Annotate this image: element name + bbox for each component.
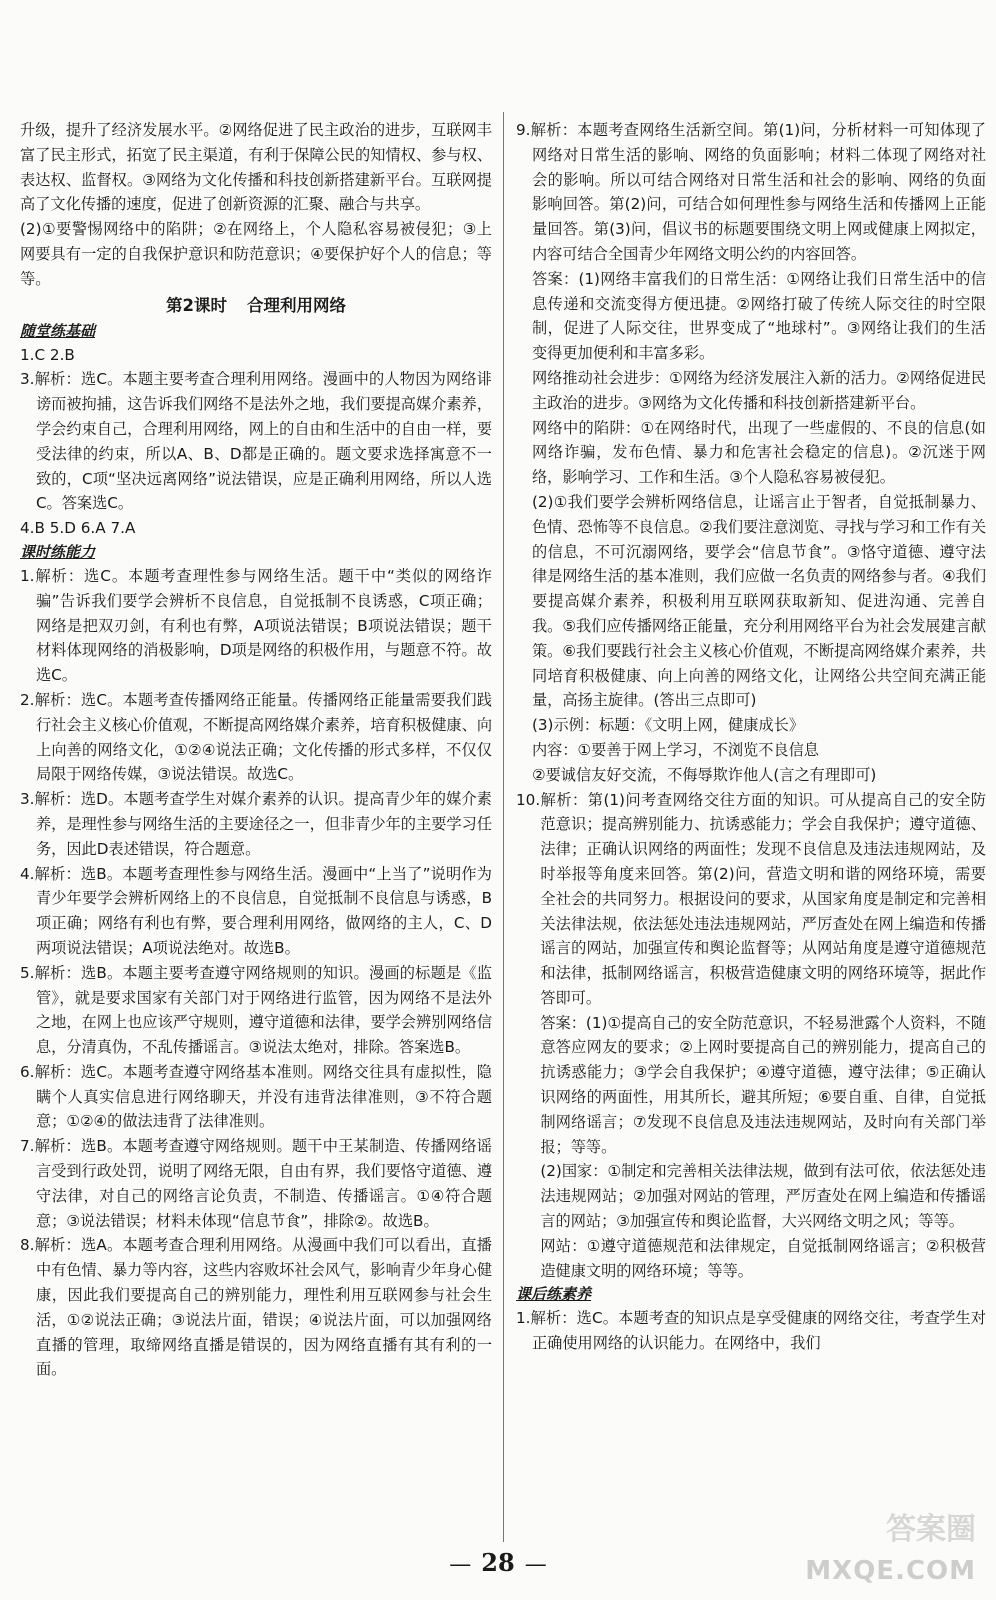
section-heading-ability: 课时练能力: [20, 542, 96, 561]
page-number-text: 28: [481, 1548, 515, 1577]
item-9-answer-6: 内容：①要善于网上学习，不浏览不良信息: [531, 740, 819, 759]
watermark-logo: 答案圈: [886, 1512, 976, 1547]
lesson-name: 合理利用网络: [246, 295, 346, 315]
ability-item-10: 10.解析：第(1)问考查网络交往方面的知识。可从提高自己的安全防范意识；提高辨别能力、抗诱惑能力；学会自我保护；遵守道德、法律；正确认识网络的两面性；发现不良信息及违法违规网站，及时举报等角度来回答。第(2)问，营造文明和谐的网络环境，需要全社会的共同努力。根据设问的要求，从国家角度是制定和完善相关法律法规，依法惩处违法违规网站，严厉查处在网上编造和传播谣言的网站，加强宣传和舆论监督等；从网站角度是遵守道德规范和法律，抵制网络谣言，积极营造健康文明的网络环境等，据此作答即可。: [516, 790, 986, 1007]
ability-item-3: 3.解析：选D。本题考查学生对媒介素养的认识。提高青少年的媒介素养，是理性参与网络生活的主要途径之一，但非青少年的主要学习任务，因此D表述错误，符合题意。: [20, 790, 492, 858]
item-9-answer-3: 网络中的陷阱：①在网络时代，出现了一些虚假的、不良的信息(如网络诈骗，发布色情、暴力和危害社会稳定的信息)。②沉迷于网络，影响学习、工作和生活。③个人隐私容易被侵犯。: [531, 418, 986, 487]
carry-paragraph-1: 升级，提升了经济发展水平。②网络促进了民主政治的进步，互联网丰富了民主形式，拓宽了民主渠道，有利于保障公民的知情权、参与权、表达权、监督权。③网络为文化传播和科技创新搭建新平台。互联网提高了文化传播的速度，促进了创新资源的汇聚、融合与共享。: [20, 121, 492, 214]
item-9-answer-7: ②要诚信友好交流，不侮辱欺诈他人(言之有理即可): [531, 765, 877, 784]
item-10-answer-1: 答案：(1)①提高自己的安全防范意识，不轻易泄露个人资料，不随意答应网友的要求；②上网时要提高自己的辨别能力，提高自己的抗诱惑能力；③学会自我保护；④遵守道德，遵守法律；⑤正确认识网络的两面性，用其所长，避其所短；⑥要自重、自律，自觉抵制网络谣言；⑦发现不良信息及违法违规网站，及时向有关部门举报；等等。: [540, 1013, 986, 1156]
ability-item-4: 4.解析：选B。本题考查理性参与网络生活。漫画中“上当了”说明作为青少年要学会辨析网络上的不良信息，自觉抵制不良信息与诱惑，B项正确；网络有利也有弊，要合理利用网络，做网络的主人，C、D两项说法错误；A项说法绝对。故选B。: [20, 864, 492, 957]
item-10-answer-2: (2)国家：①制定和完善相关法律法规，做到有法可依，依法惩处违法违规网站；②加强对网站的管理，严厉查处在网上编造和传播谣言的网站；③加强宣传和舆论监督，大兴网络文明之风；等等。: [540, 1162, 986, 1231]
ability-item-5: 5.解析：选B。本题主要考查遵守网络规则的知识。漫画的标题是《监管》，就是要求国家有关部门对于网络进行监管，因为网络不是法外之地，在网上也应该严守规则，遵守道德和法律，要学会辨别网络信息，分清真伪，不乱传播谣言。③说法太绝对，排除。答案选B。: [20, 963, 492, 1057]
item-9-answer-5: (3)示例：标题：《文明上网，健康成长》: [531, 716, 805, 735]
ability-item-6: 6.解析：选C。本题考查遵守网络基本准则。网络交往具有虚拟性，隐瞒个人真实信息进行网络聊天，并没有违背法律准则，③不符合题意；①②④的做法违背了法律准则。: [20, 1062, 492, 1131]
lesson-number: 第2课时: [166, 295, 227, 315]
section-heading-literacy: 课后练素养: [516, 1285, 592, 1304]
lesson-title: [20, 292, 492, 320]
answer-item-3: 3.解析：选C。本题主要考查合理利用网络。漫画中的人物因为网络诽谤而被拘捕，这告诉我们网络不是法外之地，我们要提高媒介素养，学会约束自己，合理利用网络，网上的自由和生活中的自由一样，要受法律的约束，所以A、B、D都是正确的。题文要求选择寓意不一致的，C项“坚决远离网络”说法错误，应是正确利用网络，所以人选C。答案选C。: [20, 370, 492, 513]
carry-paragraph-2: (2)①要警惕网络中的陷阱；②在网络上，个人隐私容易被侵犯；③上网要具有一定的自我保护意识和防范意识；④要保护好个人的信息；等等。: [20, 220, 492, 288]
page-number: — 28 —: [449, 1548, 547, 1577]
ability-item-8: 8.解析：选A。本题考查合理利用网络。从漫画中我们可以看出，直播中有色情、暴力等内容，这些内容败坏社会风气，影响青少年身心健康，因此我们要提高自己的辨别能力，理性利用互联网参与社会生活，①②说法正确；③说法片面，错误；④说法片面，可以加强网络直播的管理，取缔网络直播是错误的，因为网络直播有其有利的一面。: [20, 1236, 492, 1379]
section-heading-basic: 随堂练基础: [20, 321, 96, 340]
column-divider: [503, 112, 504, 1542]
item-9-answer-1: 答案：(1)网络丰富我们的日常生活：①网络让我们日常生活中的信息传递和交流变得方便迅捷。②网络打破了传统人际交往的时空限制，促进了人际交往，世界变成了“地球村”。③网络让我们的生活变得更加便利和丰富多彩。: [531, 269, 986, 363]
ability-item-2: 2.解析：选C。本题考查传播网络正能量。传播网络正能量需要我们践行社会主义核心价值观，不断提高网络媒介素养，培育积极健康、向上向善的网络文化，①②④说法正确；文化传播的形式多样，不仅仅局限于网络传媒，③说法错误。故选C。: [20, 690, 492, 784]
answer-line-4-7: 4.B 5.D 6.A 7.A: [20, 519, 136, 538]
item-9-answer-2: 网络推动社会进步：①网络为经济发展注入新的活力。②网络促进民主政治的进步。③网络为文化传播和科技创新搭建新平台。: [531, 368, 986, 412]
item-10-answer-3: 网站：①遵守道德规范和法律规定，自觉抵制网络谣言；②积极营造健康文明的网络环境；等等。: [540, 1236, 986, 1280]
ability-item-9: 9.解析：本题考查网络生活新空间。第(1)问，分析材料一可知体现了网络对日常生活的影响、网络的负面影响；材料二体现了网络对社会的影响。所以可结合网络对日常生活和社会的影响、网络的负面影响回答。第(2)问，可结合如何理性参与网络生活和传播网上正能量回答。第(3)问，倡议书的标题要围绕文明上网或健康上网拟定，内容可结合全国青少年网络文明公约的内容回答。: [516, 121, 986, 263]
item-9-answer-4: (2)①我们要学会辨析网络信息，让谣言止于智者，自觉抵制暴力、色情、恐怖等不良信息。②我们要注意浏览、寻找与学习和工作有关的信息，不可沉溺网络，要学会“信息节食”。③恪守道德、遵守法律是网络生活的基本准则，我们应做一名负责的网络参与者。④我们要提高媒介素养，积极利用互联网获取新知、促进沟通、完善自我。⑤我们应传播网络正能量，充分利用网络平台为社会发展建言献策。⑥我们要践行社会主义核心价值观，不断提高网络媒介素养，共同培育积极健康、向上向善的网络文化，让网络公共空间充满正能量，高扬主旋律。(答出三点即可): [531, 492, 987, 710]
watermark-url: MXQE.COM: [805, 1556, 976, 1586]
ability-item-1: 1.解析：选C。本题考查理性参与网络生活。题干中“类似的网络诈骗”告诉我们要学会辨析不良信息，自觉抵制不良诱惑，C项正确；网络是把双刃剑，有利也有弊，A项说法错误；B项说法错误；题干材料体现网络的消极影响，D项是网络的积极作用，与题意不符。故选C。: [20, 566, 492, 685]
answer-line-1-2: 1.C 2.B: [20, 345, 75, 364]
left-column: [20, 118, 492, 1382]
right-column: [516, 118, 986, 1356]
literacy-item-1: 1.解析：选C。本题考查的知识点是享受健康的网络交往，考查学生对正确使用网络的认识能力。在网络中，我们: [516, 1309, 986, 1353]
ability-item-7: 7.解析：选B。本题考查遵守网络规则。题干中王某制造、传播网络谣言受到行政处罚，说明了网络无限，自由有界，我们要恪守道德、遵守法律，对自己的网络言论负责，不制造、传播谣言。①④符合题意；③说法错误；材料未体现“信息节食”，排除②。故选B。: [20, 1137, 492, 1230]
